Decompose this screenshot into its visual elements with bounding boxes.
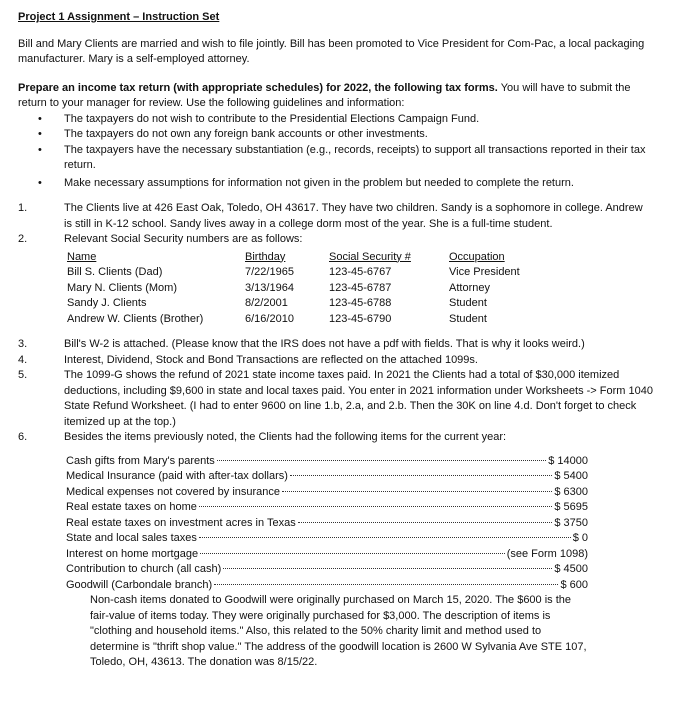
people-table — [67, 250, 653, 328]
cell: Andrew W. Clients (Brother) — [67, 312, 204, 325]
cell: Bill S. Clients (Dad) — [67, 266, 163, 278]
expense-value: $ 3750 — [554, 516, 588, 529]
dot-leader — [290, 475, 552, 476]
item-text: Besides the items previously noted, the Clients had the following items for the current year: — [64, 431, 507, 443]
cell: 123-45-6790 — [329, 312, 392, 325]
cell: Student — [449, 312, 487, 325]
expense-value: (see Form 1098) — [506, 547, 588, 560]
numbered-item — [18, 201, 653, 232]
dot-leader — [199, 506, 552, 507]
expense-value: $ 4500 — [554, 563, 588, 575]
cell: Attorney — [449, 281, 490, 294]
cell: 123-45-6767 — [329, 266, 392, 278]
item-text: Interest, Dividend, Stock and Bond Transactions are reflected on the attached 1099s. — [64, 353, 478, 366]
expense-label: Medical Insurance (paid with after-tax dollars) — [66, 470, 288, 482]
expense-row — [66, 469, 588, 485]
guidelines-list — [18, 112, 653, 192]
expense-value: $ 600 — [560, 578, 588, 591]
expense-row — [66, 454, 588, 470]
bullet-item: • The taxpayers do not wish to contribute to the Presidential Elections Campaign Fund. — [64, 112, 653, 128]
expense-label: State and local sales taxes — [66, 532, 197, 544]
expense-row — [66, 531, 588, 547]
cell: 3/13/1964 — [245, 281, 294, 294]
column-header: Name — [67, 250, 97, 263]
prepare-paragraph — [18, 81, 653, 112]
cell: 123-45-6788 — [329, 297, 392, 309]
expense-row — [66, 485, 588, 501]
cell: 8/2/2001 — [245, 297, 288, 309]
column-header: Occupation — [449, 250, 505, 263]
dot-leader — [298, 522, 553, 523]
prepare-bold: Prepare an income tax return (with appropriate schedules) for 2022, the following tax forms. — [18, 81, 498, 94]
expense-label: Interest on home mortgage — [66, 547, 199, 560]
cell: Mary N. Clients (Mom) — [67, 281, 178, 294]
numbered-item — [18, 337, 653, 353]
bullet-item: • Make necessary assumptions for information not given in the problem but needed to complete the return. — [64, 176, 653, 192]
cell: 123-45-6787 — [329, 281, 392, 294]
cell: Sandy J. Clients — [67, 297, 147, 309]
dot-leader — [199, 537, 571, 538]
bullet-item: • The taxpayers have the necessary substantiation (e.g., records, receipts) to support all transactions reported in their tax return. — [64, 143, 653, 174]
dot-leader — [214, 584, 558, 585]
item-number: 4. — [18, 353, 28, 366]
item-number: 2. — [18, 233, 28, 245]
column-header: Birthday — [245, 250, 286, 263]
goodwill-note: Non-cash items donated to Goodwill were originally purchased on March 15, 2020. The $600 is the fair-value of items today. They were originally purchased for $3,000. The description of items is "clothing and household items." Also, this related to the 50% charity limit and method used to determine is "thrift shop value." The address of the goodwill location is 2600 W Sylvania Ave STE 107, Toledo, OH, 43613. The donation was 8/15/22. — [90, 594, 587, 668]
item-number: 3. — [18, 338, 28, 350]
cell: 7/22/1965 — [245, 266, 294, 278]
expense-value: $ 6300 — [554, 485, 588, 498]
expense-label: Cash gifts from Mary's parents — [66, 454, 215, 467]
dot-leader — [217, 460, 546, 461]
expense-row — [66, 516, 588, 532]
dot-leader — [200, 553, 505, 554]
prepare-rest: You will have to submit the return to your manager for review. Use the following guidelines and information: — [18, 81, 631, 109]
expense-items — [66, 454, 588, 671]
item-number: 6. — [18, 431, 28, 443]
expense-label: Contribution to church (all cash) — [66, 563, 222, 575]
expense-row — [66, 578, 588, 594]
expense-label: Goodwill (Carbondale branch) — [66, 578, 213, 591]
bullet-item: • The taxpayers do not own any foreign bank accounts or other investments. — [64, 127, 653, 143]
expense-row — [66, 547, 588, 563]
document-title: Project 1 Assignment – Instruction Set — [18, 11, 220, 23]
expense-row — [66, 562, 588, 578]
item-text: The Clients live at 426 East Oak, Toledo, OH 43617. They have two children. Sandy is a sophomore in college. Andrew is still in K-12 school. Sandy lives away in a college dorm most of the year. She is a full-time student. — [64, 202, 643, 230]
expense-row — [66, 500, 588, 516]
expense-label: Real estate taxes on home — [66, 501, 197, 513]
numbered-item — [18, 368, 653, 430]
item-text: Bill's W-2 is attached. (Please know that the IRS does not have a pdf with fields. That is why it looks weird.) — [64, 338, 585, 350]
expense-value: $ 0 — [572, 532, 588, 544]
item-number: 5. — [18, 369, 28, 381]
cell: Student — [449, 297, 487, 309]
dot-leader — [282, 491, 552, 492]
numbered-item — [18, 232, 653, 327]
expense-value: $ 5695 — [554, 501, 588, 513]
item-text: The 1099-G shows the refund of 2021 state income taxes paid. In 2021 the Clients had a total of $30,000 itemized deductions, including $9,600 in state and local taxes paid. You enter in 2021 information under Worksheets -> Form 1040 State Refund Worksheet. (I had to enter 9600 on line 1.b, 2.a, and 2.b. Then the 30K on line 4.d. Don't forget to check itemized up at the top.) — [64, 369, 653, 428]
expense-label: Real estate taxes on investment acres in Texas — [66, 516, 296, 529]
cell: 6/16/2010 — [245, 312, 294, 325]
expense-label: Medical expenses not covered by insurance — [66, 485, 281, 498]
numbered-item — [18, 430, 653, 446]
intro-paragraph: Bill and Mary Clients are married and wish to file jointly. Bill has been promoted to Vice President for Com-Pac, a local packaging manufacturer. Mary is a self-employed attorney. — [18, 37, 645, 65]
expense-value: $ 5400 — [554, 470, 588, 482]
dot-leader — [223, 568, 552, 569]
cell: Vice President — [449, 266, 520, 278]
numbered-item — [18, 353, 653, 369]
item-text: Relevant Social Security numbers are as follows: — [64, 233, 303, 245]
column-header: Social Security # — [329, 250, 411, 263]
facts-list — [18, 201, 653, 446]
expense-value: $ 14000 — [548, 454, 588, 467]
item-number: 1. — [18, 202, 28, 214]
